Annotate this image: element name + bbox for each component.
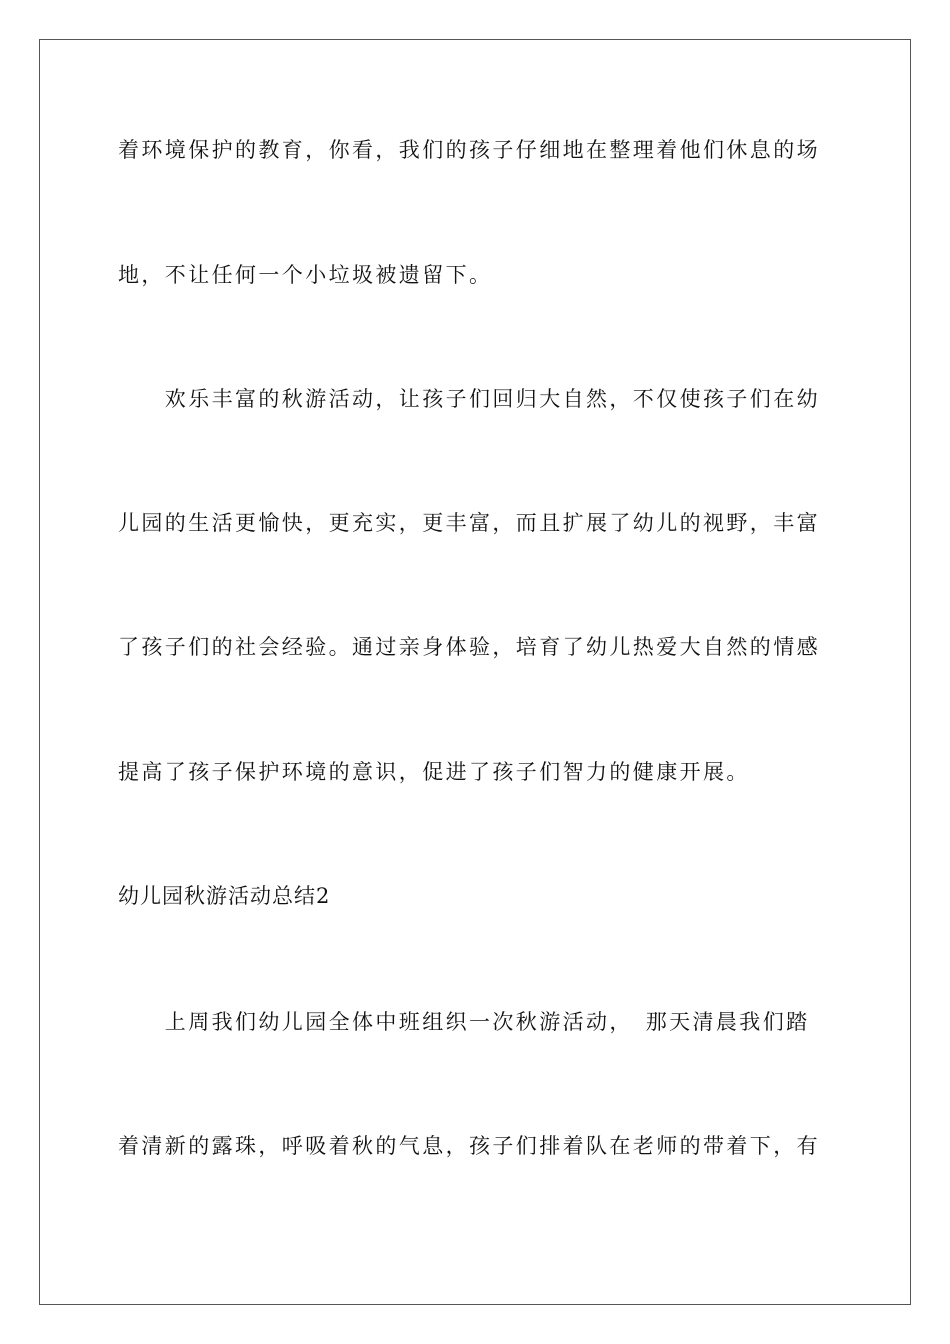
paragraph-line: 着环境保护的教育，你看，我们的孩子仔细地在整理着他们休息的场 [118,138,820,162]
paragraph-line: 了孩子们的社会经验。通过亲身体验，培育了幼儿热爱大自然的情感 [118,635,820,659]
section-heading: 幼儿园秋游活动总结2 [118,884,331,908]
paragraph-line: 提高了孩子保护环境的意识，促进了孩子们智力的健康开展。 [118,760,750,784]
paragraph-line: 上周我们幼儿园全体中班组织一次秋游活动， 那天清晨我们踏 [118,1010,810,1034]
paragraph-line: 地，不让任何一个小垃圾被遗留下。 [118,263,493,287]
page-frame [39,39,911,1305]
paragraph-line: 儿园的生活更愉快，更充实，更丰富，而且扩展了幼儿的视野，丰富 [118,511,820,535]
paragraph-line: 着清新的露珠，呼吸着秋的气息，孩子们排着队在老师的带着下，有 [118,1134,820,1158]
paragraph-line: 欢乐丰富的秋游活动，让孩子们回归大自然，不仅使孩子们在幼 [118,387,820,411]
